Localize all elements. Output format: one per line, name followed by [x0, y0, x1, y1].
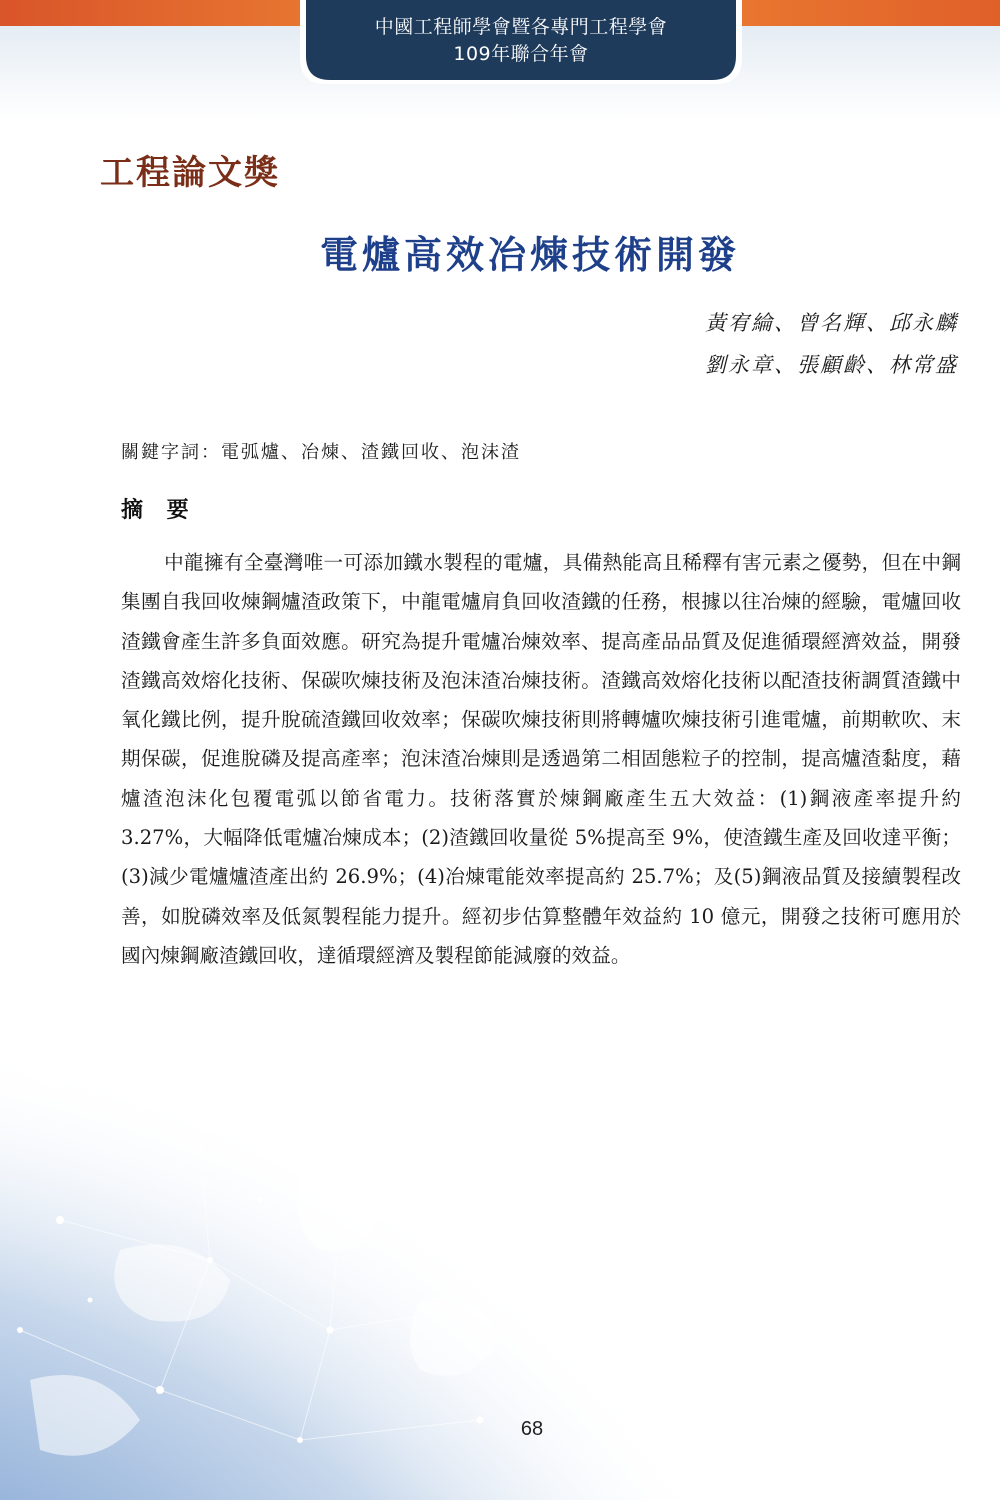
keywords: 關鍵字詞：電弧爐、冶煉、渣鐵回收、泡沫渣 — [121, 442, 521, 463]
conference-event: 109年聯合年會 — [453, 43, 589, 65]
page-number: 68 — [520, 1418, 544, 1440]
conference-header — [314, 0, 728, 82]
author-line-2: 劉永章、張顧齡、林常盛 — [705, 353, 958, 377]
conference-name: 中國工程師學會暨各專門工程學會 — [374, 16, 668, 38]
paper-title: 電爐高效冶煉技術開發 — [319, 232, 740, 277]
section-label: 工程論文獎 — [100, 153, 280, 193]
author-list — [705, 302, 958, 386]
abstract-body: 中龍擁有全臺灣唯一可添加鐵水製程的電爐，具備熱能高且稀釋有害元素之優勢，但在中鋼集團自我回收煉鋼爐渣政策下，中龍電爐肩負回收渣鐵的任務，根據以往冶煉的經驗，電爐回收渣鐵會產生許多負面效應。研究為提升電爐冶煉效率、提高產品品質及促進循環經濟效益，開發渣鐵高效熔化技術、保碳吹煉技術及泡沫渣冶煉技術。渣鐵高效熔化技術以配渣技術調質渣鐵中氧化鐵比例，提升脫硫渣鐵回收效率；保碳吹煉技術則將轉爐吹煉技術引進電爐，前期軟吹、末期保碳，促進脫磷及提高產率；泡沫渣冶煉則是透過第二相固態粒子的控制，提高爐渣黏度，藉爐渣泡沫化包覆電弧以節省電力。技術落實於煉鋼廠產生五大效益：(1)鋼液產率提升約 3.27%，大幅降低電爐冶煉成本；(2)渣鐵回收量從 5%提高至 9%，使渣鐵生產及回收達平衡；(3)減少電爐爐渣產出約 26.9%；(4)冶煉電能效率提高約 25.7%；及(5)鋼液品質及接續製程改善，如脫磷效率及低氮製程能力提升。經初步估算整體年效益約 10 億元，開發之技術可應用於國內煉鋼廠渣鐵回收，達循環經濟及製程節能減廢的效益。 — [121, 551, 961, 967]
abstract-heading: 摘 要 — [121, 498, 197, 523]
author-line-1: 黃宥綸、曾名輝、邱永麟 — [705, 311, 958, 335]
